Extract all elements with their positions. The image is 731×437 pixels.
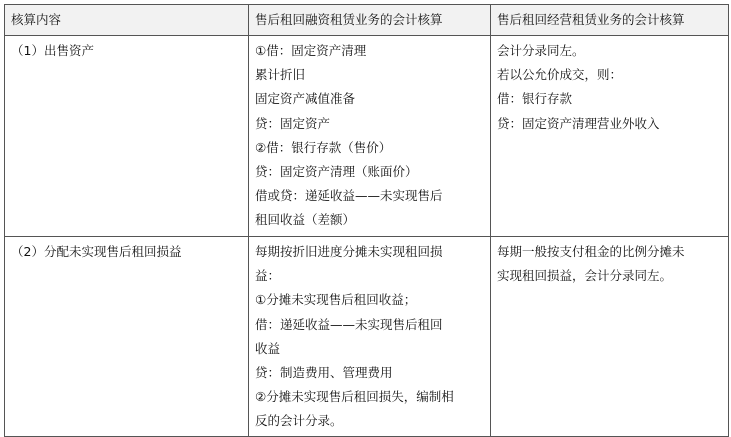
entry-line: 固定资产减值准备 bbox=[255, 91, 356, 107]
table-row bbox=[5, 36, 729, 237]
entry-line: 借：递延收益——未实现售后租回 bbox=[255, 316, 443, 332]
entry-line: 会计分录同左。 bbox=[497, 43, 585, 58]
operating-lease-cell bbox=[491, 36, 729, 237]
entry-line: 贷：固定资产清理（账面价） bbox=[255, 164, 418, 180]
header-finance-lease: 售后租回融资租赁业务的会计核算 bbox=[249, 5, 491, 36]
table-header-row bbox=[5, 5, 729, 36]
entry-line: 反的会计分录。 bbox=[255, 413, 343, 429]
table-row bbox=[5, 237, 729, 437]
entry-line: 实现租回损益，会计分录同左。 bbox=[497, 268, 673, 284]
entry-line: 收益 bbox=[255, 340, 281, 356]
header-operating-lease: 售后租回经营租赁业务的会计核算 bbox=[491, 5, 729, 36]
entry-line: ①借：固定资产清理 bbox=[255, 43, 367, 58]
entry-line: 借：银行存款 bbox=[497, 91, 573, 107]
row-item-label: （2）分配未实现售后租回损益 bbox=[11, 244, 182, 259]
entry-line: 若以公允价成交，则： bbox=[497, 67, 623, 83]
entry-line: ①分摊未实现售后租回收益； bbox=[255, 292, 417, 308]
accounting-table bbox=[4, 4, 729, 437]
finance-lease-cell bbox=[249, 36, 491, 237]
entry-line: 借或贷：递延收益——未实现售后 bbox=[255, 188, 443, 204]
operating-lease-cell bbox=[491, 237, 729, 437]
entry-line: 贷：固定资产 bbox=[255, 115, 331, 131]
row-item-cell bbox=[5, 237, 249, 437]
row-item-label: （1）出售资产 bbox=[11, 43, 94, 58]
entry-line: 益： bbox=[255, 268, 281, 284]
entry-line: ②分摊未实现售后租回损失，编制相 bbox=[255, 389, 454, 405]
entry-line: 贷：制造费用、管理费用 bbox=[255, 365, 393, 381]
entry-line: 每期一般按支付租金的比例分摊未 bbox=[497, 244, 685, 259]
row-item-cell bbox=[5, 36, 249, 237]
entry-line: 每期按折旧进度分摊未实现租回损 bbox=[255, 244, 443, 259]
finance-lease-cell bbox=[249, 237, 491, 437]
entry-line: ②借：银行存款（售价） bbox=[255, 139, 392, 155]
entry-line: 累计折旧 bbox=[255, 67, 306, 83]
entry-line: 贷：固定资产清理营业外收入 bbox=[497, 115, 660, 131]
header-content: 核算内容 bbox=[5, 5, 249, 36]
entry-line: 租回收益（差额） bbox=[255, 212, 356, 228]
